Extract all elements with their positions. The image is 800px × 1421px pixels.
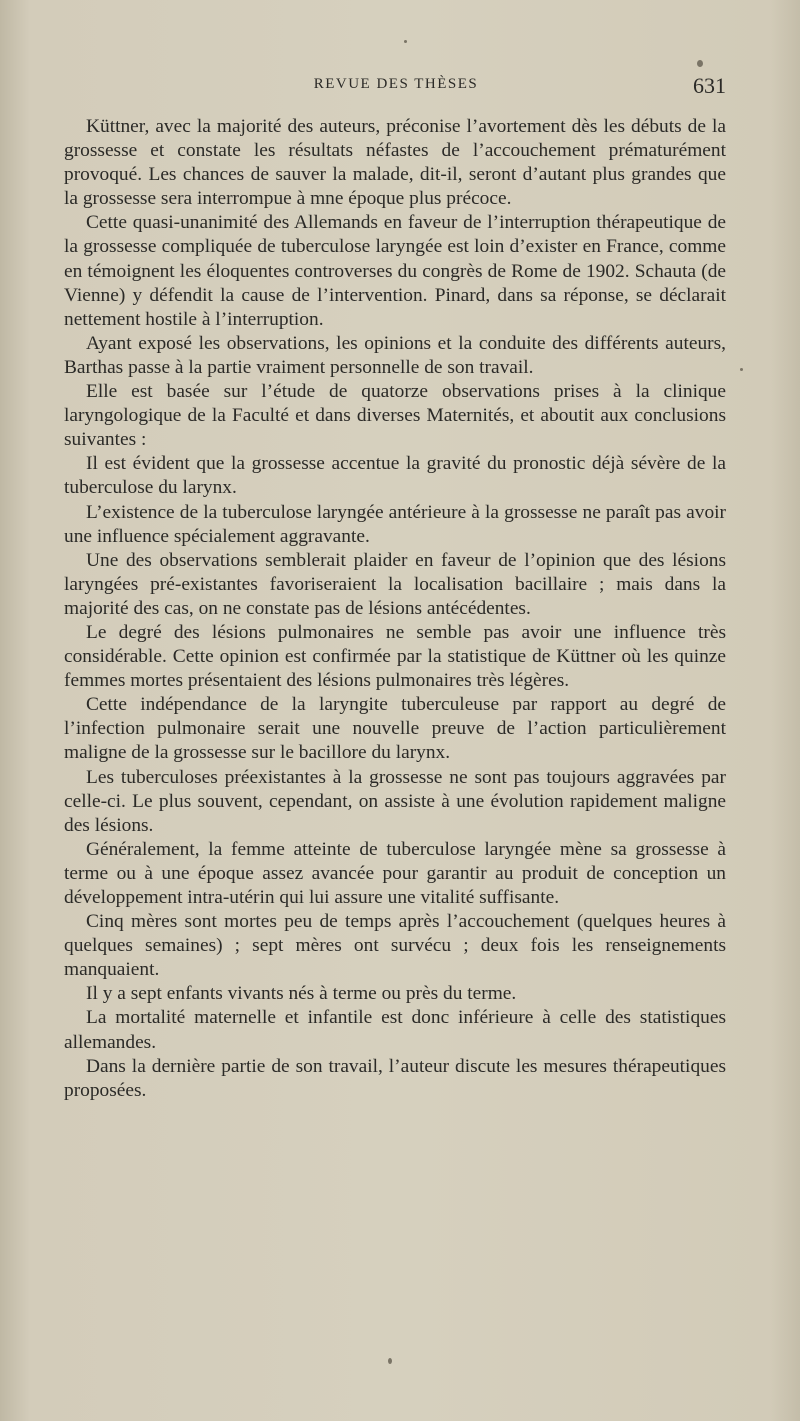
- paragraph: Il est évident que la grossesse accentue la gravité du pronostic déjà sévère de la tuberculose du larynx.: [64, 453, 726, 499]
- paragraph: Le degré des lésions pulmonaires ne semble pas avoir une influence très considérable. Cette opinion est confirmée par la statistique de Küttner où les quinze femmes mortes présentaient des lésions pulmonaires très légères.: [64, 621, 726, 692]
- paragraph: Généralement, la femme atteinte de tuberculose laryngée mène sa grossesse à terme ou à une époque assez avancée pour garantir au produit de conception un développement intra-utérin qui lui assure une vitalité suffisante.: [64, 838, 726, 908]
- running-head: [64, 73, 728, 97]
- paragraph: La mortalité maternelle et infantile est donc inférieure à celle des statistiques allemandes.: [64, 1007, 726, 1053]
- paper-speck: [740, 368, 743, 371]
- paper-speck: [388, 1358, 392, 1364]
- paragraph: Cinq mères sont mortes peu de temps après l’accouchement (quelques heures à quelques semaines) ; sept mères ont survécu ; deux fois les renseignements manquaient.: [64, 911, 726, 981]
- paragraph: Cette quasi-unanimité des Allemands en faveur de l’interruption thérapeutique de la grossesse compliquée de tuberculose laryngée est loin d’exister en France, comme en témoignent les éloquentes controverses du congrès de Rome de 1902. Schauta (de Vienne) y défendit la cause de l’intervention. Pinard, dans sa réponse, se déclarait nettement hostile à l’interruption.: [64, 212, 726, 330]
- paragraph: Dans la dernière partie de son travail, l’auteur discute les mesures thérapeutiques proposées.: [64, 1055, 726, 1101]
- paragraph: Une des observations semblerait plaider en faveur de l’opinion que des lésions laryngées pré-existantes favoriseraient la localisation bacillaire ; mais dans la majorité des cas, on ne constate pas de lésions antécédentes.: [64, 549, 726, 619]
- running-title: REVUE DES THÈSES: [313, 76, 479, 92]
- body-text: [64, 115, 726, 1103]
- paper-speck: [697, 60, 703, 67]
- paper-speck: [404, 40, 407, 43]
- paragraph: L’existence de la tuberculose laryngée antérieure à la grossesse ne paraît pas avoir une influence spécialement aggravante.: [64, 501, 726, 547]
- paragraph: Ayant exposé les observations, les opinions et la conduite des différents auteurs, Barthas passe à la partie vraiment personnelle de son travail.: [64, 332, 726, 378]
- paragraph: Cette indépendance de la laryngite tuberculeuse par rapport au degré de l’infection pulmonaire serait une nouvelle preuve de l’action particulièrement maligne de la grossesse sur le bacillore du larynx.: [64, 694, 726, 764]
- paragraph: Les tuberculoses préexistantes à la grossesse ne sont pas toujours aggravées par celle-ci. Le plus souvent, cependant, on assiste à une évolution rapidement maligne des lésions.: [64, 766, 726, 836]
- page-number: 631: [693, 73, 726, 98]
- paragraph: Elle est basée sur l’étude de quatorze observations prises à la clinique laryngologique de la Faculté et dans diverses Maternités, et aboutit aux conclusions suivantes :: [64, 381, 726, 451]
- paragraph: Küttner, avec la majorité des auteurs, préconise l’avortement dès les débuts de la grossesse et constate les résultats néfastes de l’accouchement prématurément provoqué. Les chances de sauver la malade, dit-il, seront d’autant plus grandes que la grossesse sera interrompue à mne époque plus précoce.: [64, 116, 726, 210]
- paragraph: Il y a sept enfants vivants nés à terme ou près du terme.: [86, 983, 517, 1005]
